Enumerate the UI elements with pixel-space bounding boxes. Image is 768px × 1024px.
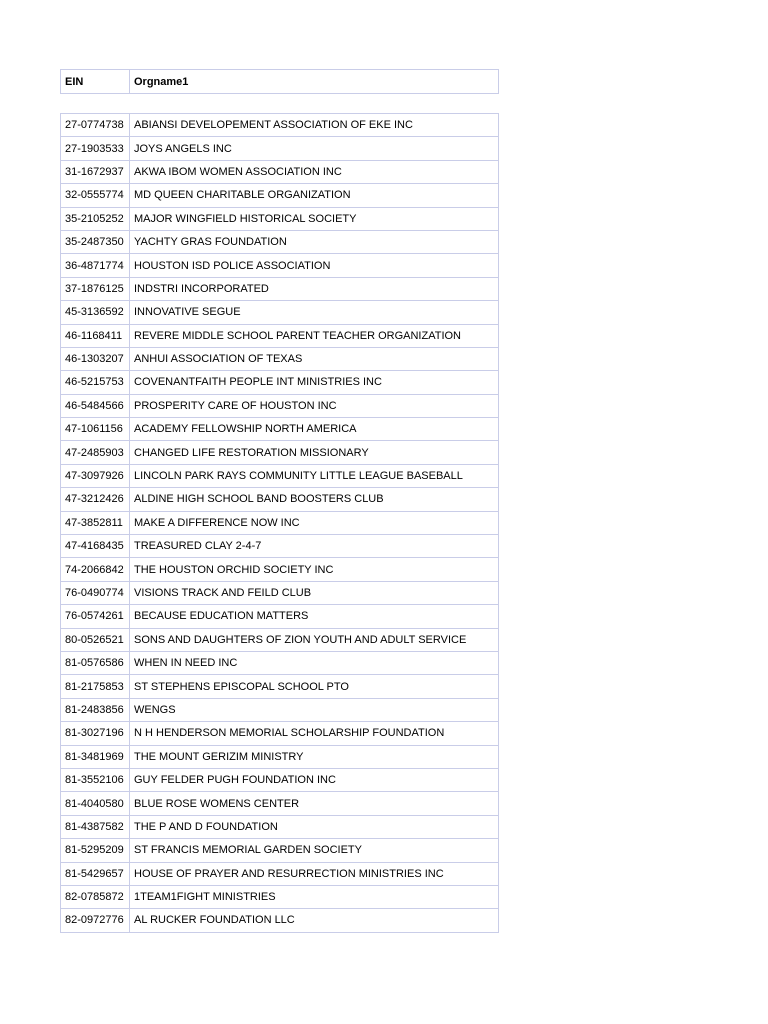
table-row	[61, 230, 499, 253]
ein-cell: 81-0576586	[61, 651, 130, 674]
ein-cell: 81-3552106	[61, 768, 130, 791]
orgname-cell: MD QUEEN CHARITABLE ORGANIZATION	[130, 184, 499, 207]
ein-cell: 47-1061156	[61, 418, 130, 441]
table-row	[61, 301, 499, 324]
table-row	[61, 511, 499, 534]
ein-cell: 76-0490774	[61, 581, 130, 604]
table-row	[61, 628, 499, 651]
table-row	[61, 839, 499, 862]
table-row	[61, 862, 499, 885]
orgname-cell: ST STEPHENS EPISCOPAL SCHOOL PTO	[130, 675, 499, 698]
table-row	[61, 207, 499, 230]
table-row	[61, 160, 499, 183]
orgname-cell: REVERE MIDDLE SCHOOL PARENT TEACHER ORGANIZATION	[130, 324, 499, 347]
table-row	[61, 698, 499, 721]
table-row	[61, 184, 499, 207]
table-row	[61, 815, 499, 838]
table-row	[61, 418, 499, 441]
orgname-cell: JOYS ANGELS INC	[130, 137, 499, 160]
ein-cell: 47-3097926	[61, 464, 130, 487]
empty-cell	[61, 94, 130, 114]
orgname-cell: COVENANTFAITH PEOPLE INT MINISTRIES INC	[130, 371, 499, 394]
ein-cell: 47-3212426	[61, 488, 130, 511]
orgname-cell: MAKE A DIFFERENCE NOW INC	[130, 511, 499, 534]
table-row	[61, 885, 499, 908]
empty-row	[61, 94, 499, 114]
ein-cell: 81-5429657	[61, 862, 130, 885]
empty-cell	[130, 94, 499, 114]
table-row	[61, 441, 499, 464]
table-row	[61, 277, 499, 300]
orgname-cell: MAJOR WINGFIELD HISTORICAL SOCIETY	[130, 207, 499, 230]
orgname-cell: THE HOUSTON ORCHID SOCIETY INC	[130, 558, 499, 581]
orgname-cell: HOUSTON ISD POLICE ASSOCIATION	[130, 254, 499, 277]
table-row	[61, 768, 499, 791]
table-row	[61, 114, 499, 137]
orgname-cell: THE P AND D FOUNDATION	[130, 815, 499, 838]
table-row	[61, 394, 499, 417]
table-row	[61, 651, 499, 674]
orgname-cell: YACHTY GRAS FOUNDATION	[130, 230, 499, 253]
column-header-orgname: Orgname1	[130, 70, 499, 94]
ein-cell: 32-0555774	[61, 184, 130, 207]
ein-cell: 81-2483856	[61, 698, 130, 721]
table-row	[61, 464, 499, 487]
ein-cell: 45-3136592	[61, 301, 130, 324]
ein-cell: 82-0972776	[61, 909, 130, 932]
ein-cell: 81-3027196	[61, 722, 130, 745]
orgname-cell: CHANGED LIFE RESTORATION MISSIONARY	[130, 441, 499, 464]
ein-cell: 31-1672937	[61, 160, 130, 183]
table-row	[61, 137, 499, 160]
ein-cell: 27-1903533	[61, 137, 130, 160]
orgname-cell: GUY FELDER PUGH FOUNDATION INC	[130, 768, 499, 791]
table-row	[61, 792, 499, 815]
orgname-cell: BLUE ROSE WOMENS CENTER	[130, 792, 499, 815]
ein-cell: 81-4387582	[61, 815, 130, 838]
ein-cell: 81-3481969	[61, 745, 130, 768]
table-row	[61, 722, 499, 745]
orgname-cell: LINCOLN PARK RAYS COMMUNITY LITTLE LEAGUE BASEBALL	[130, 464, 499, 487]
ein-cell: 27-0774738	[61, 114, 130, 137]
orgname-cell: INNOVATIVE SEGUE	[130, 301, 499, 324]
orgname-cell: WENGS	[130, 698, 499, 721]
table-row	[61, 254, 499, 277]
orgname-cell: TREASURED CLAY 2-4-7	[130, 535, 499, 558]
ein-cell: 46-5484566	[61, 394, 130, 417]
ein-cell: 35-2105252	[61, 207, 130, 230]
ein-cell: 46-1303207	[61, 347, 130, 370]
ein-cell: 76-0574261	[61, 605, 130, 628]
orgname-cell: AKWA IBOM WOMEN ASSOCIATION INC	[130, 160, 499, 183]
table-row	[61, 347, 499, 370]
orgname-cell: ACADEMY FELLOWSHIP NORTH AMERICA	[130, 418, 499, 441]
table-row	[61, 371, 499, 394]
orgname-cell: PROSPERITY CARE OF HOUSTON INC	[130, 394, 499, 417]
orgname-cell: BECAUSE EDUCATION MATTERS	[130, 605, 499, 628]
table-row	[61, 324, 499, 347]
orgname-cell: AL RUCKER FOUNDATION LLC	[130, 909, 499, 932]
ein-cell: 80-0526521	[61, 628, 130, 651]
orgname-cell: ALDINE HIGH SCHOOL BAND BOOSTERS CLUB	[130, 488, 499, 511]
orgname-cell: WHEN IN NEED INC	[130, 651, 499, 674]
table-row	[61, 558, 499, 581]
table-row	[61, 535, 499, 558]
ein-cell: 47-4168435	[61, 535, 130, 558]
orgname-cell: INDSTRI INCORPORATED	[130, 277, 499, 300]
spreadsheet	[60, 69, 498, 933]
ein-cell: 47-2485903	[61, 441, 130, 464]
orgname-cell: THE MOUNT GERIZIM MINISTRY	[130, 745, 499, 768]
table-row	[61, 605, 499, 628]
ein-cell: 37-1876125	[61, 277, 130, 300]
orgname-cell: ANHUI ASSOCIATION OF TEXAS	[130, 347, 499, 370]
ein-cell: 36-4871774	[61, 254, 130, 277]
ein-cell: 82-0785872	[61, 885, 130, 908]
orgname-cell: N H HENDERSON MEMORIAL SCHOLARSHIP FOUNDATION	[130, 722, 499, 745]
ein-cell: 81-4040580	[61, 792, 130, 815]
ein-cell: 74-2066842	[61, 558, 130, 581]
ein-cell: 46-1168411	[61, 324, 130, 347]
orgname-cell: ST FRANCIS MEMORIAL GARDEN SOCIETY	[130, 839, 499, 862]
orgname-cell: ABIANSI DEVELOPEMENT ASSOCIATION OF EKE INC	[130, 114, 499, 137]
ein-cell: 81-2175853	[61, 675, 130, 698]
header-row	[61, 70, 499, 94]
orgname-cell: SONS AND DAUGHTERS OF ZION YOUTH AND ADULT SERVICE	[130, 628, 499, 651]
table-row	[61, 581, 499, 604]
org-table	[60, 69, 499, 933]
table-row	[61, 909, 499, 932]
table-row	[61, 675, 499, 698]
ein-cell: 46-5215753	[61, 371, 130, 394]
table-row	[61, 745, 499, 768]
table-row	[61, 488, 499, 511]
ein-cell: 35-2487350	[61, 230, 130, 253]
ein-cell: 81-5295209	[61, 839, 130, 862]
column-header-ein: EIN	[61, 70, 130, 94]
orgname-cell: VISIONS TRACK AND FEILD CLUB	[130, 581, 499, 604]
orgname-cell: 1TEAM1FIGHT MINISTRIES	[130, 885, 499, 908]
orgname-cell: HOUSE OF PRAYER AND RESURRECTION MINISTRIES INC	[130, 862, 499, 885]
ein-cell: 47-3852811	[61, 511, 130, 534]
